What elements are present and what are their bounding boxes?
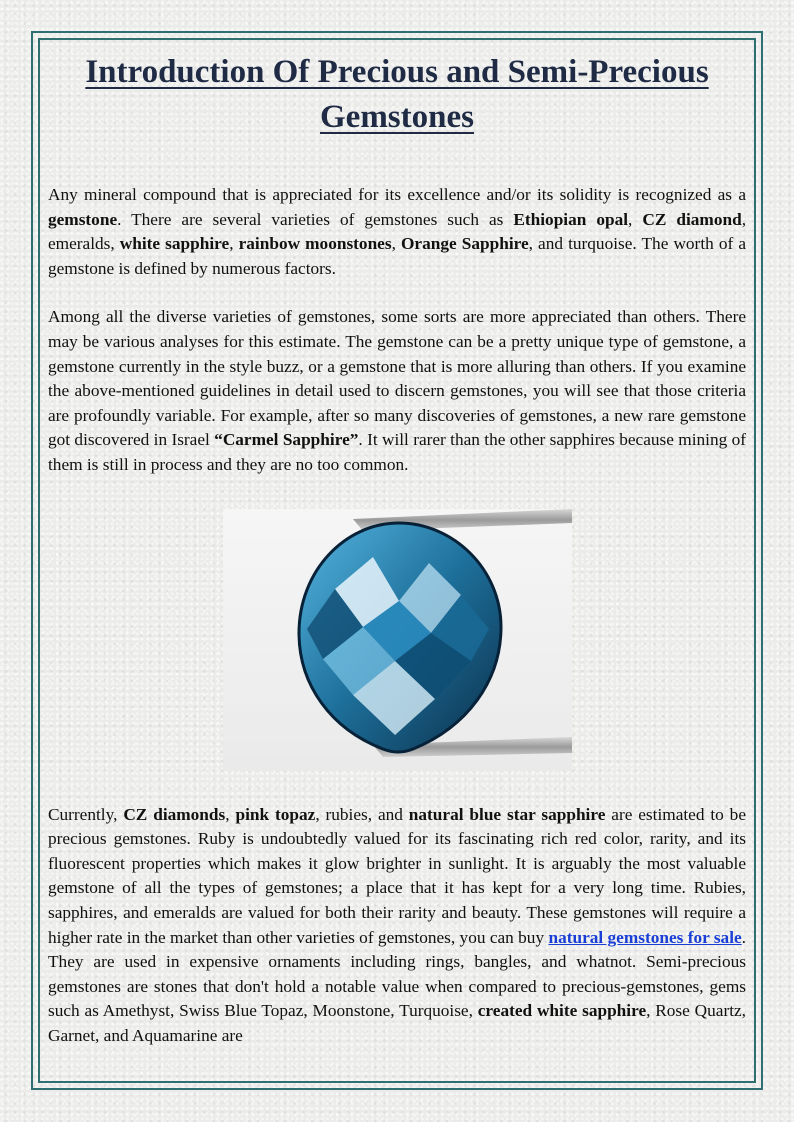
text-run: Any mineral compound that is appreciated for its excellence and/or its solidity is recognized as a (48, 185, 746, 204)
blue-topaz-gem-icon (223, 509, 572, 771)
text-run: , emeralds, (48, 209, 747, 254)
text-run: . There are several varieties of gemstones such as (117, 209, 514, 229)
text-run: , rubies, and (315, 804, 409, 824)
bold-created-white-sapphire: created white sapphire (477, 1001, 647, 1021)
bold-pink-topaz: pink topaz (235, 804, 316, 824)
natural-gemstones-link[interactable]: natural gemstones for sale (548, 927, 742, 947)
gemstone-image (223, 509, 572, 771)
bold-gemstone: gemstone (48, 209, 118, 229)
text-run: , (229, 234, 239, 254)
bold-cz-diamonds: CZ diamonds (123, 804, 226, 824)
bold-rainbow-moonstones: rainbow moonstones (238, 234, 392, 254)
text-run: , (391, 234, 401, 254)
text-run: , and turquoise. The worth of a gemstone is defined by numerous factors. (48, 234, 746, 278)
text-run: are estimated to be precious gemstones. Ruby is undoubtedly valued for its fascinating rich red color, rarity, and its fluorescent properties which makes it glow brighter in sunlight. It is arguably the most valuable gemstone of all the types of gemstones; a place that it has kept for a very long time. Rubies, sapphires, and emeralds are valued for both their rarity and beauty. These gemstones will require a higher rate in the market than other varieties of gemstones, you can buy (48, 804, 746, 947)
paragraph-intro (48, 183, 746, 281)
paragraph-varieties (48, 305, 746, 477)
text-run: Currently, (48, 804, 124, 824)
bold-ethiopian-opal: Ethiopian opal (513, 209, 629, 229)
text-run: Among all the diverse varieties of gemstones, some sorts are more appreciated than others. There may be various analyses for this estimate. The gemstone can be a pretty unique type of gemstone, a gemstone currently in the style buzz, or a gemstone that is more alluring than others. If you examine the above-mentioned guidelines in detail used to discern gemstones, you will see that those criteria are profoundly variable. For example, after so many discoveries of gemstones, a new rare gemstone got discovered in Israel (48, 307, 746, 450)
text-run: , (225, 804, 236, 824)
bold-cz-diamond: CZ diamond (642, 209, 742, 229)
text-run: , Rose Quartz, Garnet, and Aquamarine are (48, 1001, 746, 1045)
bold-orange-sapphire: Orange Sapphire (400, 234, 529, 254)
document-body (48, 50, 746, 1048)
bold-carmel-sapphire: “Carmel Sapphire” (214, 430, 359, 450)
paragraph-precious (48, 803, 746, 1049)
page-title: Introduction Of Precious and Semi-Precious Gemstones (85, 54, 709, 135)
text-run: . It will rarer than the other sapphires because mining of them is still in process and they are no too common. (48, 430, 746, 474)
bold-natural-blue-star-sapphire: natural blue star sapphire (408, 804, 606, 824)
bold-white-sapphire: white sapphire (119, 234, 230, 254)
text-run: , (628, 209, 643, 229)
text-run: . They are used in expensive ornaments including rings, bangles, and whatnot. Semi-precious gemstones are stones that don't hold a notable value when compared to precious-gemstones, gems such as Amethyst, Swiss Blue Topaz, Moonstone, Turquoise, (48, 927, 746, 1021)
